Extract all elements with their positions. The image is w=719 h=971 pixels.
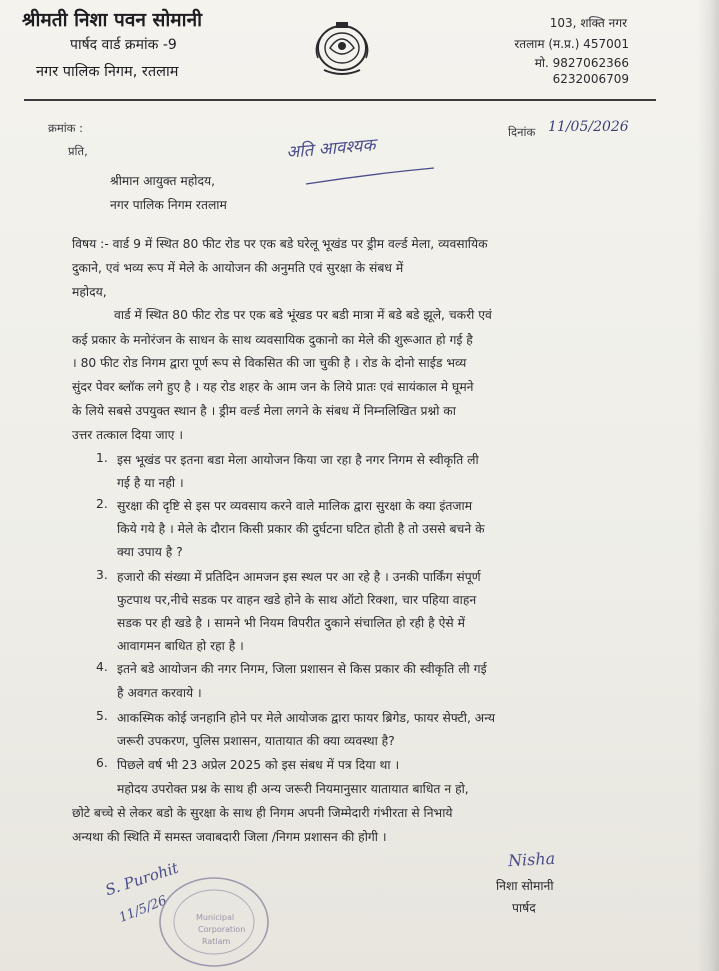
point-line: आवागमन बाधित हो रहा है । bbox=[117, 639, 244, 653]
point-line: क्या उपाय है ? bbox=[117, 545, 183, 559]
closing-line: महोदय उपरोक्त प्रश्न के साथ ही अन्य जरूरी नियमानुसार यातायात बाधित न हो, bbox=[117, 782, 469, 796]
point-line: किये गये है । मेले के दौरान किसी प्रकार की दुर्घटना घटित होती है तो उससे बचने के bbox=[117, 522, 485, 536]
letterhead-divider bbox=[24, 99, 656, 101]
point-number: 4. bbox=[96, 660, 108, 674]
letterhead-ward: पार्षद वार्ड क्रमांक -9 bbox=[70, 37, 177, 53]
svg-text:Corporation: Corporation bbox=[198, 925, 246, 934]
point-line: फुटपाथ पर,नीचे सडक पर वाहन खडे होने के साथ ऑटो रिक्शा, चार पहिया वाहन bbox=[117, 593, 477, 607]
point-number: 3. bbox=[96, 568, 108, 582]
svg-text:Ratlam: Ratlam bbox=[202, 937, 231, 946]
address-line-1: 103, शक्ति नगर bbox=[549, 16, 627, 30]
body-line: उत्तर तत्काल दिया जाए । bbox=[72, 428, 183, 442]
page-edge-shadow bbox=[697, 0, 719, 971]
point-line: हजारो की संख्या में प्रतिदिन आमजन इस स्थल पर आ रहे है । उनकी पार्किंग संपूर्ण bbox=[117, 570, 481, 584]
point-number: 5. bbox=[96, 709, 108, 723]
body-line: के लिये सबसे उपयुक्त स्थान है । ड्रीम वर्ल्ड मेला लगने के संबध में निम्नलिखित प्रश्नो का bbox=[72, 404, 456, 418]
closing-line: छोटे बच्चे से लेकर बडो के सुरक्षा के साथ ही निगम अपनी जिम्मेदारी गंभीरता से निभाये bbox=[72, 806, 453, 820]
body-line: सुंदर पेवर ब्लॉक लगे हुए है । यह रोड शहर के आम जन के लिये प्रातः एवं सायंकाल मे घूमने bbox=[72, 380, 474, 394]
to-label: प्रति, bbox=[68, 144, 88, 158]
date-value: 11/05/2026 bbox=[548, 119, 629, 135]
address-line-2: रतलाम (म.प्र.) 457001 bbox=[514, 37, 629, 51]
point-line: जरूरी उपकरण, पुलिस प्रशासन, यातायात की क्या व्यवस्था है? bbox=[117, 734, 395, 748]
receipt-handwritten-name: S. Purohit bbox=[103, 858, 181, 900]
point-number: 6. bbox=[96, 756, 108, 770]
recipient-line-2: नगर पालिक निगम रतलाम bbox=[110, 198, 227, 212]
point-line: है अवगत करवाये । bbox=[117, 686, 202, 700]
phone-line-1: मो. 9827062366 bbox=[534, 56, 629, 70]
point-line: इतने बडे आयोजन की नगर निगम, जिला प्रशासन से किस प्रकार की स्वीकृति ली गई bbox=[117, 662, 487, 676]
signatory-name: निशा सोमानी bbox=[496, 879, 554, 893]
point-line: पिछले वर्ष भी 23 अप्रेल 2025 को इस संबध में पत्र दिया था । bbox=[117, 758, 400, 772]
point-number: 2. bbox=[96, 497, 108, 511]
point-line: इस भूखंड पर इतना बडा मेला आयोजन किया जा रहा है नगर निगम से स्वीकृति ली bbox=[117, 453, 479, 467]
recipient-line-1: श्रीमान आयुक्त महोदय, bbox=[110, 174, 216, 188]
date-label: दिनांक bbox=[508, 125, 536, 139]
point-line: सुरक्षा की दृष्टि से इस पर व्यवसाय करने वाले मालिक द्वारा सुरक्षा के क्या इंतजाम bbox=[117, 499, 473, 513]
municipal-emblem-icon bbox=[310, 20, 374, 80]
office-stamp-icon bbox=[152, 868, 270, 968]
point-number: 1. bbox=[96, 451, 108, 465]
signatory-title: पार्षद bbox=[512, 901, 536, 915]
letterhead-name: श्रीमती निशा पवन सोमानी bbox=[22, 9, 203, 31]
reference-label: क्रमांक : bbox=[48, 121, 84, 135]
receipt-handwritten-date: 11/5/26 bbox=[117, 893, 170, 926]
svg-text:Municipal: Municipal bbox=[196, 913, 235, 922]
subject-line-1: विषय :- वार्ड 9 में स्थित 80 फीट रोड पर एक बडे घरेलू भूखंड पर ड्रीम वर्ल्ड मेला, व्यवसायिक bbox=[72, 237, 488, 251]
subject-line-2: दुकाने, एवं भव्य रूप में मेले के आयोजन की अनुमति एवं सुरक्षा के संबध में bbox=[72, 261, 404, 275]
closing-line: अन्यथा की स्थिति में समस्त जवाबदारी जिला /निगम प्रशासन की होगी । bbox=[72, 830, 387, 844]
phone-line-2: 6232006709 bbox=[552, 72, 629, 86]
point-line: गई है या नही । bbox=[117, 476, 184, 490]
point-line: आकस्मिक कोई जनहानि होने पर मेले आयोजक द्वारा फायर ब्रिगेड, फायर सेफ्टी, अन्य bbox=[117, 711, 495, 725]
salutation: महोदय, bbox=[72, 285, 107, 299]
urgent-underline bbox=[300, 160, 440, 190]
body-line: कई प्रकार के मनोरंजन के साधन के साथ व्यवसायिक दुकानो का मेले की शुरूआत हो गई है bbox=[72, 333, 473, 347]
urgent-note: अति आवश्यक bbox=[285, 135, 377, 163]
point-line: सडक पर ही खडे है । सामने भी नियम विपरीत दुकाने संचालित हो रही है ऐसे में bbox=[117, 616, 465, 630]
body-line: वार्ड में स्थित 80 फीट रोड पर एक बडे भूंखड पर बडी मात्रा में बडे बडे झूले, चकरी एवं bbox=[114, 308, 492, 322]
letterhead-organization: नगर पालिक निगम, रतलाम bbox=[36, 64, 179, 80]
signature-handwriting: Nisha bbox=[507, 848, 556, 871]
body-line: । 80 फीट रोड निगम द्वारा पूर्ण रूप से विकसित की जा चुकी है । रोड के दोनो साईड भव्य bbox=[72, 356, 467, 370]
